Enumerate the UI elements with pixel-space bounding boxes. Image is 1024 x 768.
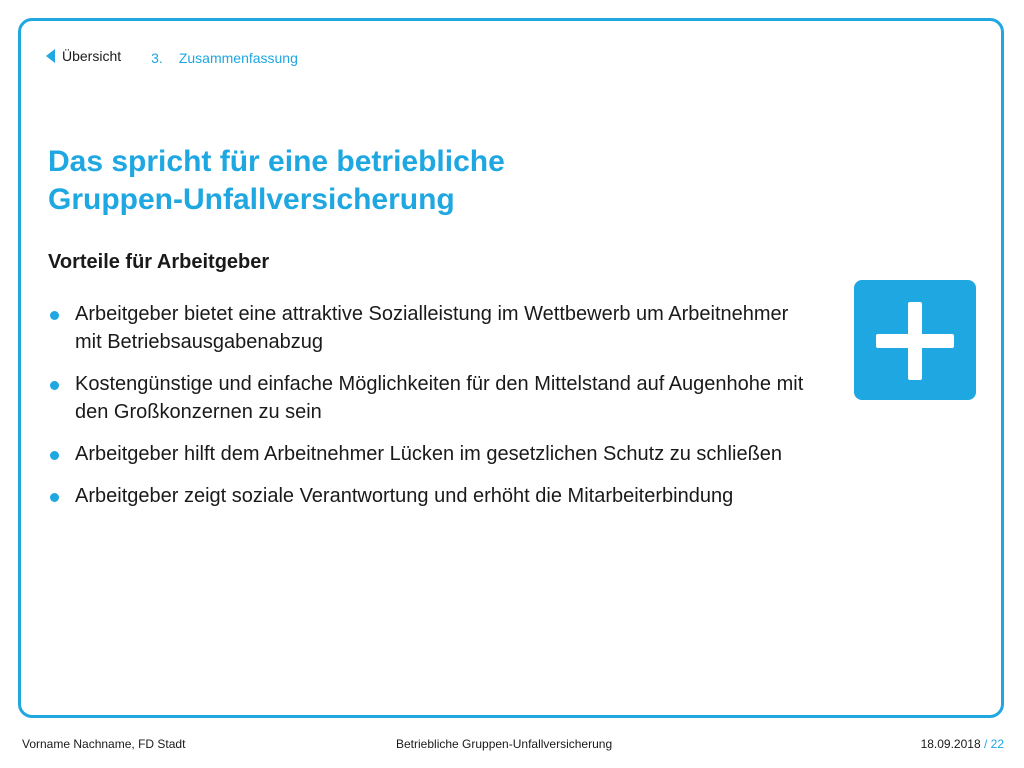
footer-page-number: 22 bbox=[990, 737, 1004, 751]
slide-subtitle: Vorteile für Arbeitgeber bbox=[48, 251, 270, 273]
back-button-uebersicht[interactable] bbox=[46, 48, 121, 64]
bullet-dot-icon bbox=[50, 381, 59, 390]
bullet-dot-icon bbox=[50, 311, 59, 320]
plus-icon-graphic bbox=[854, 280, 976, 400]
bullet-item bbox=[48, 440, 808, 468]
footer-date: 18.09.2018 bbox=[920, 737, 981, 751]
bullet-item bbox=[48, 370, 808, 426]
bullet-dot-icon bbox=[50, 451, 59, 460]
bullet-text: Kostengünstige und einfache Möglichkeiten für den Mittelstand auf Augenhohe mit den Großkonzernen zu sein bbox=[75, 373, 804, 423]
bullet-item bbox=[48, 300, 808, 356]
breadcrumb-number: 3. bbox=[151, 49, 163, 66]
breadcrumb[interactable] bbox=[151, 50, 298, 66]
plus-icon bbox=[854, 280, 976, 400]
bullet-item bbox=[48, 482, 808, 510]
slide-title bbox=[48, 143, 808, 219]
bullet-text: Arbeitgeber zeigt soziale Verantwortung und erhöht die Mitarbeiterbindung bbox=[75, 485, 734, 507]
slide-title-line-2: Gruppen-Unfallversicherung bbox=[48, 183, 455, 216]
nav-bar bbox=[46, 46, 298, 66]
footer-date-page bbox=[921, 737, 1004, 751]
footer-separator: / bbox=[980, 737, 991, 751]
triangle-left-icon bbox=[46, 49, 55, 63]
breadcrumb-label: Zusammenfassung bbox=[178, 49, 298, 66]
footer-topic: Betriebliche Gruppen-Unfallversicherung bbox=[396, 737, 613, 751]
footer-author: Vorname Nachname, FD Stadt bbox=[22, 737, 186, 751]
bullet-dot-icon bbox=[50, 493, 59, 502]
bullet-text: Arbeitgeber hilft dem Arbeitnehmer Lücken im gesetzlichen Schutz zu schließen bbox=[75, 443, 783, 465]
bullet-list bbox=[48, 300, 808, 524]
bullet-text: Arbeitgeber bietet eine attraktive Sozialleistung im Wettbewerb um Arbeitnehmer mit Betriebsausgabenabzug bbox=[75, 303, 789, 353]
back-button-label: Übersicht bbox=[62, 48, 122, 64]
slide-title-line-1: Das spricht für eine betriebliche bbox=[48, 145, 505, 178]
